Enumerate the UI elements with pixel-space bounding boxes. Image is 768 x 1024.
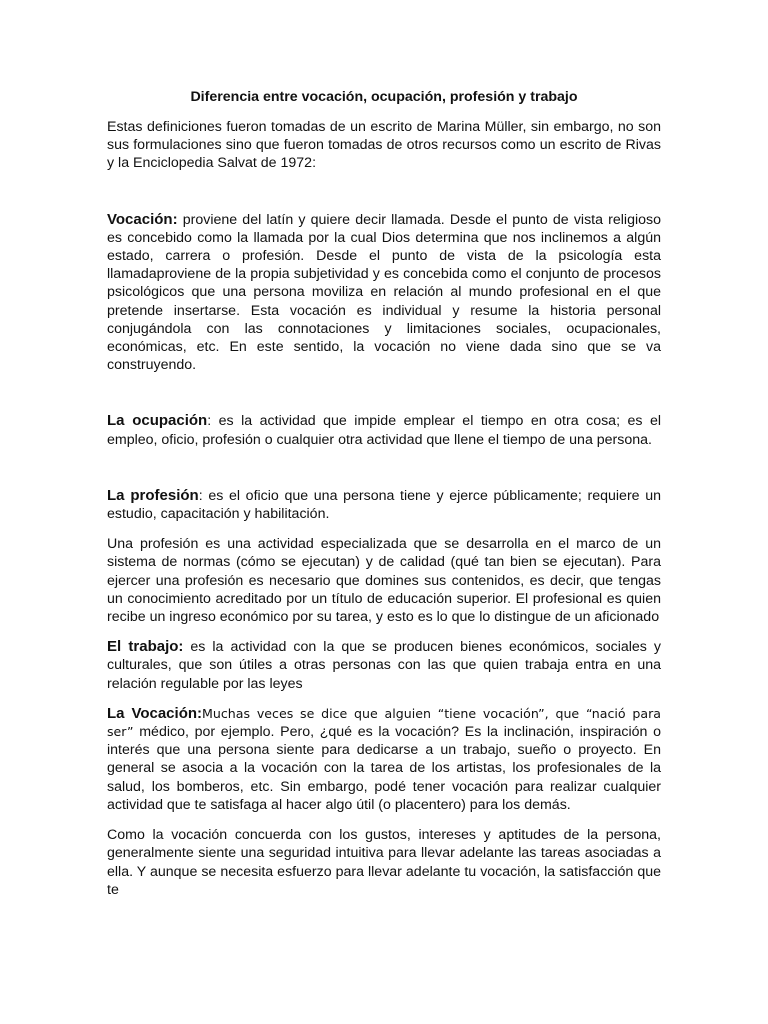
intro-paragraph: Estas definiciones fueron tomadas de un escrito de Marina Müller, sin embargo, no son sus formulaciones sino que fueron tomadas de otros recursos como un escrito de Rivas y la Enciclopedia Salvat de 1972: xyxy=(107,119,661,172)
profesion-detail-paragraph: Una profesión es una actividad especializada que se desarrolla en el marco de un sistema de normas (cómo se ejecutan) y de calidad (qué tan bien se ejecutan). Para ejercer una profesión es necesario que domines sus contenidos, es decir, que tengas un conocimiento acreditado por un título de educación superior. El profesional es quien recibe un ingreso económico por su tarea, y esto es lo que lo distingue de un aficionado xyxy=(107,536,661,626)
vocacion-second-term: La Vocación: xyxy=(107,704,203,722)
trabajo-term: El trabajo: xyxy=(107,638,184,656)
closing-paragraph: Como la vocación concuerda con los gustos, intereses y aptitudes de la persona, generalmente siente una seguridad intuitiva para llevar adelante las tareas asociadas a ella. Y aunque se necesita esfuerzo para llevar adelante tu vocación, la satisfacción que te xyxy=(107,827,661,898)
vocacion-second-quote: Muchas veces se dice que alguien “tiene vocación”, que “nació para ser” xyxy=(107,705,661,740)
profesion-term: La profesión xyxy=(107,486,199,504)
profesion-paragraph xyxy=(107,487,661,523)
document-page xyxy=(107,88,661,899)
vocacion-text: proviene del latín y quiere decir llamada. Desde el punto de vista religioso es concebido como la llamada por la cual Dios determina que nos inclinemos a algún estado, carrera o profesión. Desde el punto de vista de la psicología esta llamadaproviene de la propia subjetividad y es concebida como el conjunto de procesos psicológicos que una persona moviliza en relación al mundo profesional en el que pretende insertarse. Esta vocación es individual y resume la historia personal conjugándola con las connotaciones y limitaciones sociales, ocupacionales, económicas, etc. En este sentido, la vocación no viene dada sino que se va construyendo. xyxy=(107,211,661,374)
vocacion-paragraph xyxy=(107,211,661,375)
ocupacion-text: : es la actividad que impide emplear el tiempo en otra cosa; es el empleo, oficio, profesión o cualquier otra actividad que llene el tiempo de una persona. xyxy=(107,413,662,448)
document-title: Diferencia entre vocación, ocupación, profesión y trabajo xyxy=(190,89,578,105)
trabajo-text: es la actividad con la que se producen bienes económicos, sociales y culturales, que son útiles a otras personas con las que quien trabaja entra en una relación regulable por las leyes xyxy=(107,639,661,692)
ocupacion-paragraph xyxy=(107,412,661,448)
profesion-text: : es el oficio que una persona tiene y ejerce públicamente; requiere un estudio, capacitación y habilitación. xyxy=(107,487,661,523)
ocupacion-term: La ocupación xyxy=(107,412,208,430)
vocacion-term: Vocación: xyxy=(107,210,178,228)
vocacion-second-text: médico, por ejemplo. Pero, ¿qué es la vocación? Es la inclinación, inspiración o interés que una persona siente para dedicarse a un trabajo, sueño o proyecto. En general se asocia a la vocación con la tarea de los artistas, los profesionales de la salud, los bomberos, etc. Sin embargo, podé tener vocación para realizar cualquier actividad que te satisfaga al hacer algo útil (o placentero) para los demás. xyxy=(107,724,661,813)
vocacion-second-paragraph xyxy=(107,705,661,814)
trabajo-paragraph xyxy=(107,638,661,693)
